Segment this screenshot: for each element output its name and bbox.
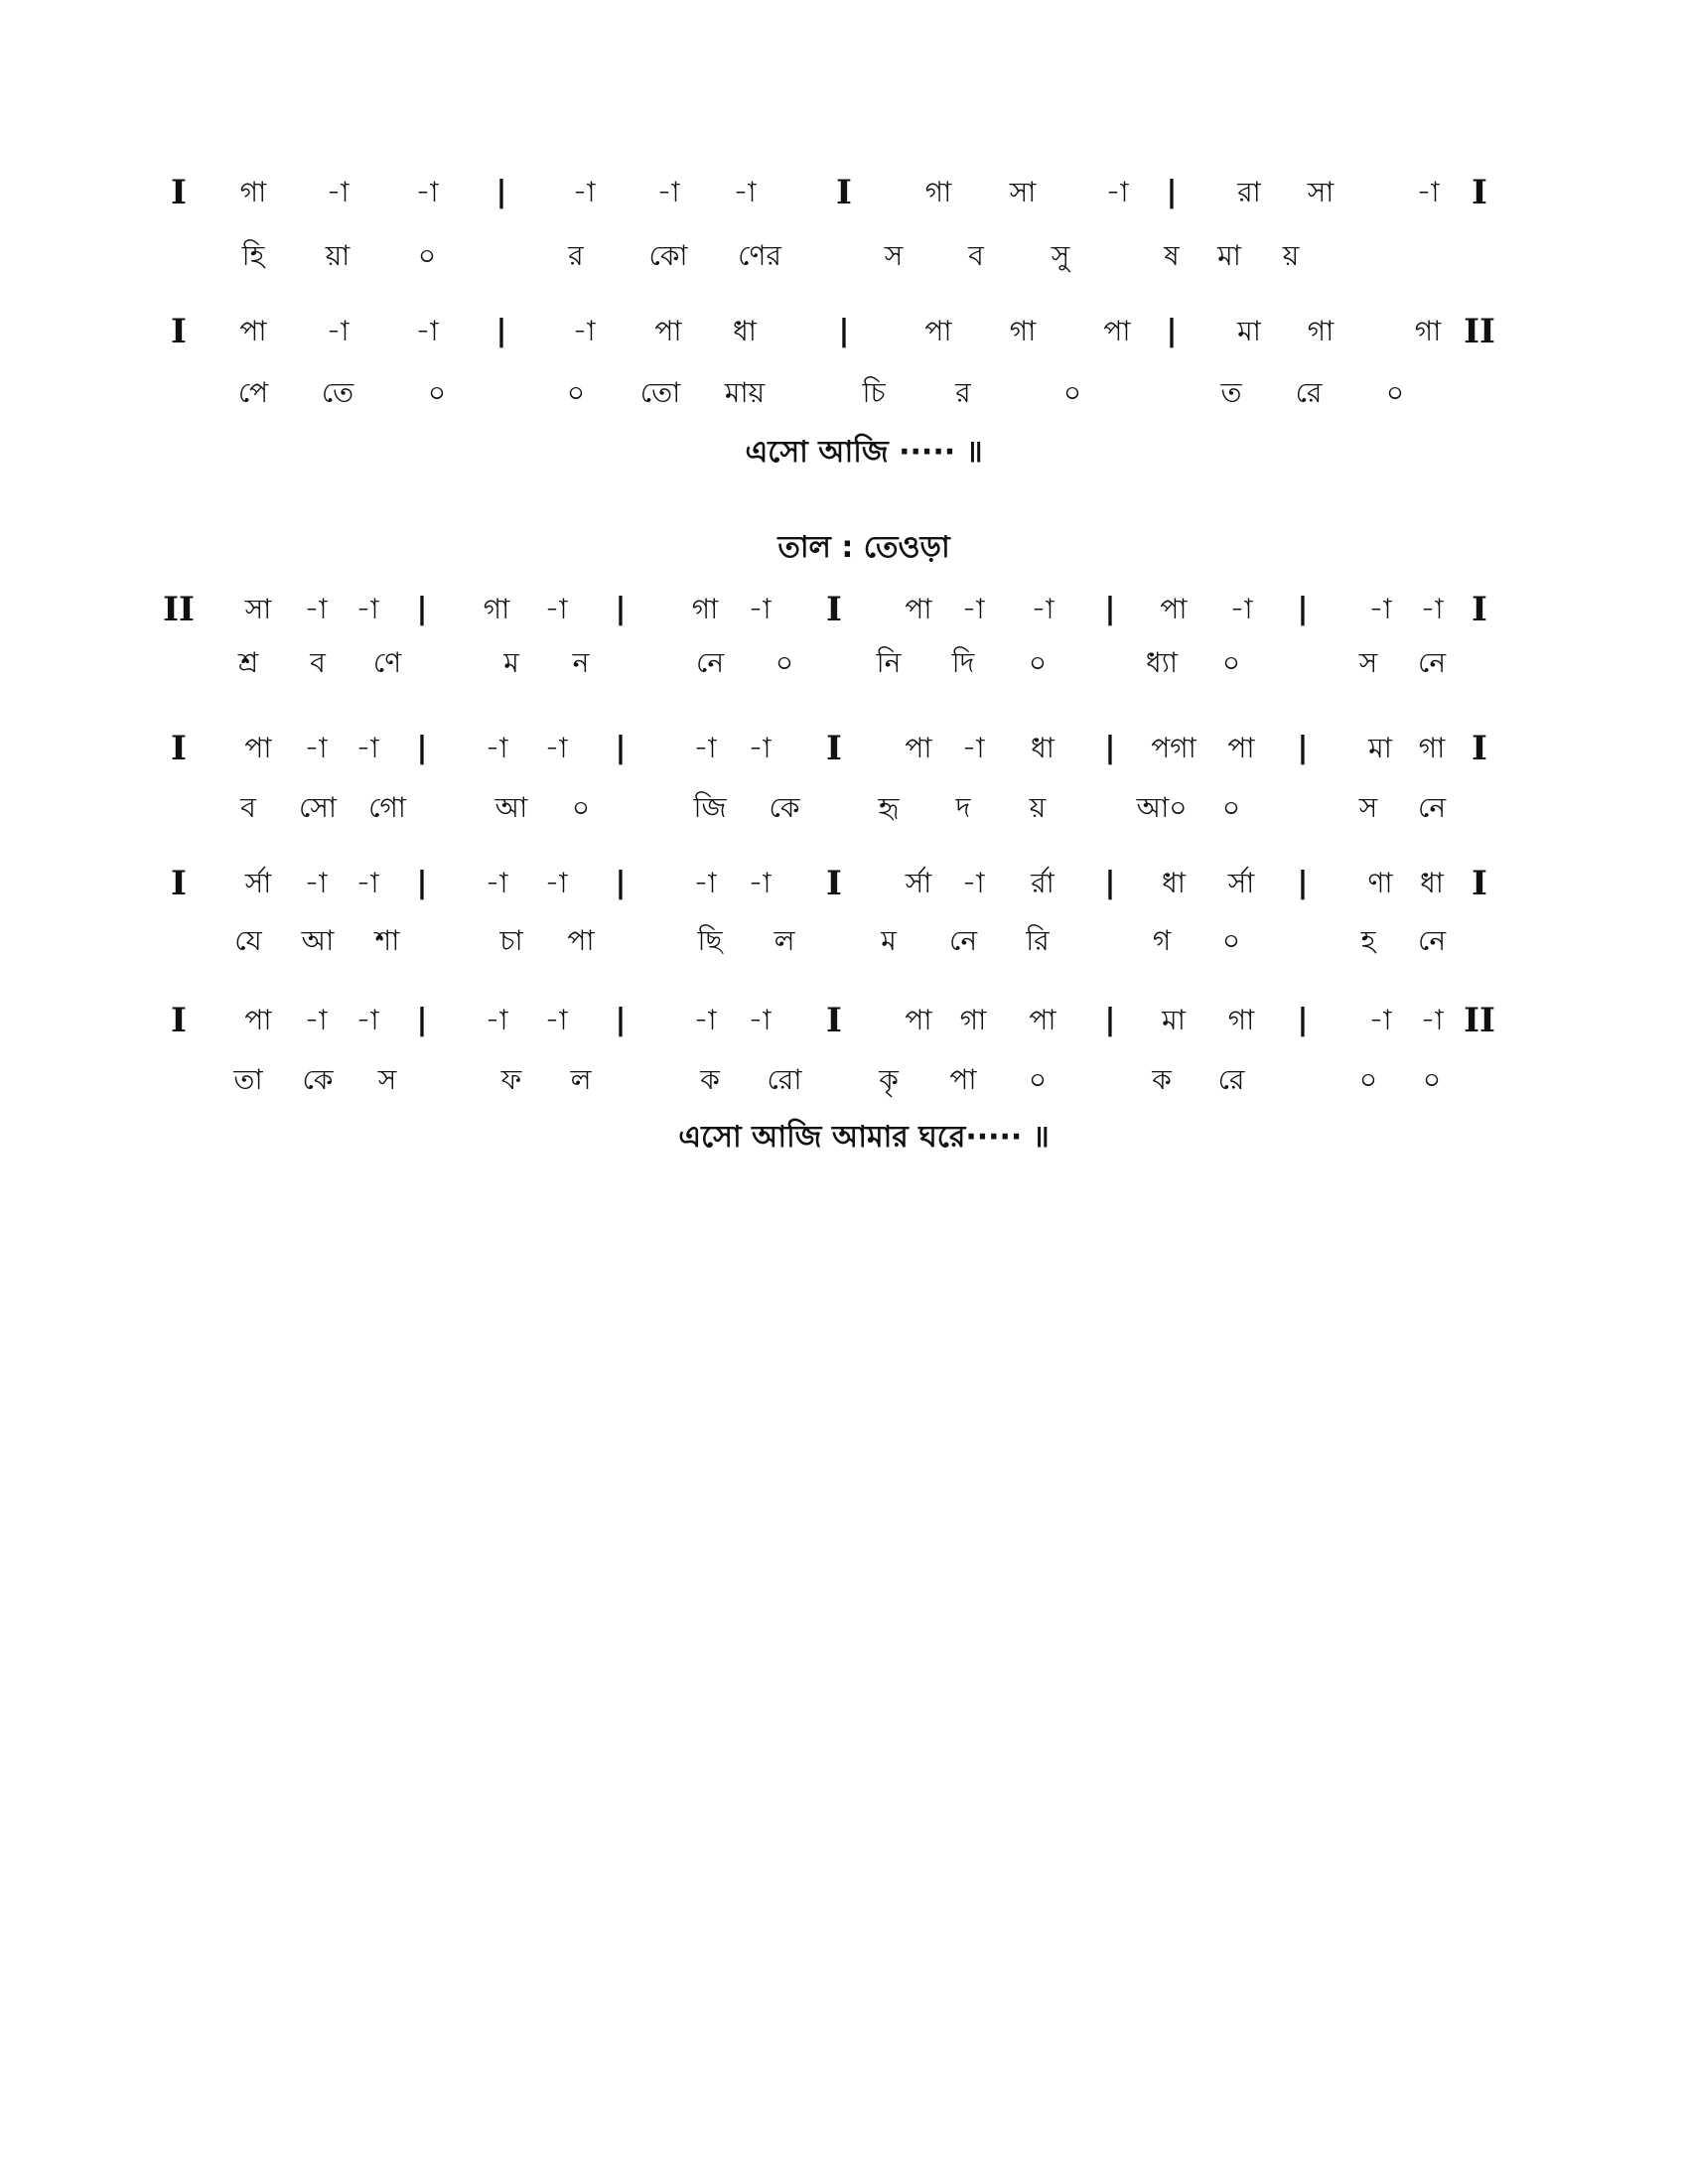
lyric-syllable: কে [769, 791, 800, 824]
tala-division-mark: I [171, 729, 187, 768]
lyric-syllable: য়া [325, 239, 351, 272]
lyric-syllable: শা [374, 924, 400, 957]
beat-bar: | [495, 314, 507, 348]
swara-note: গা [1307, 315, 1335, 347]
beat-bar: | [1104, 866, 1116, 900]
lyric-syllable: র [955, 376, 971, 409]
lyric-syllable: স [884, 239, 904, 272]
swara-note: পা [1227, 732, 1255, 764]
beat-bar: | [615, 1003, 627, 1037]
swara-note: -া [1031, 593, 1055, 625]
lyric-syllable: ফ [500, 1063, 522, 1096]
lyric-syllable: চা [499, 924, 523, 957]
lyric-syllable: তে [321, 376, 354, 409]
lyric-syllable: চি [862, 376, 886, 409]
swara-note: -া [1368, 1004, 1392, 1036]
swara-note: মা [1237, 315, 1261, 347]
swara-note: -া [693, 1004, 717, 1036]
lyric-syllable: পা [949, 1063, 977, 1096]
lyric-syllable: ধ্যা [1146, 646, 1178, 679]
lyric-syllable: মা [1217, 239, 1241, 272]
lyric-syllable: রি [1026, 924, 1050, 957]
swara-note: পা [924, 315, 952, 347]
tala-division-mark: I [1472, 173, 1487, 212]
swara-note: -া [355, 1004, 379, 1036]
lyric-syllable: ক [700, 1063, 720, 1096]
lyric-syllable: নে [948, 924, 978, 957]
swara-note: গা [959, 1004, 987, 1036]
swara-note: সা [1009, 176, 1037, 208]
lyric-syllable: তা [233, 1063, 263, 1096]
swara-note: -া [1105, 176, 1129, 208]
swara-note: -া [733, 176, 757, 208]
swara-note: মা [1368, 732, 1392, 764]
tala-division-mark: I [171, 312, 187, 351]
tala-division-mark: I [1472, 729, 1487, 768]
swara-note: গা [1414, 315, 1442, 347]
tala-division-mark: I [1472, 864, 1487, 903]
lyric-syllable: য় [1282, 239, 1300, 272]
lyric-syllable: গ [1152, 924, 1172, 957]
beat-bar: | [1104, 731, 1116, 765]
swara-note: গা [483, 593, 510, 625]
lyric-syllable: ণের [738, 239, 781, 272]
swara-note: ণা [1367, 867, 1393, 899]
lyric-syllable: ষ [1164, 239, 1180, 272]
swara-note: -া [748, 867, 772, 899]
swara-note: -া [355, 732, 379, 764]
swara-note: -া [1229, 593, 1253, 625]
swara-note: গা [1418, 732, 1446, 764]
lyric-syllable: স [1358, 646, 1378, 679]
lyric-syllable: হৃ [878, 791, 900, 824]
swara-note: গা [1227, 1004, 1255, 1036]
swara-note: রা [1237, 176, 1261, 208]
swara-note: -া [961, 732, 985, 764]
tala-division-mark: I [826, 864, 842, 903]
tala-division-mark: I [171, 1001, 187, 1040]
lyric-syllable: ন [572, 646, 590, 679]
lyric-syllable: সো [299, 791, 337, 824]
swara-note: পা [905, 732, 932, 764]
beat-bar: | [838, 314, 850, 348]
s1-line2-notes [0, 310, 1688, 353]
swara-note: -া [544, 593, 568, 625]
lyric-syllable: ০ [774, 646, 794, 679]
lyric-syllable: পা [567, 924, 595, 957]
beat-bar: | [1104, 1003, 1116, 1037]
swara-note: পা [905, 1004, 932, 1036]
swara-note: -া [693, 732, 717, 764]
lyric-syllable: নে [1417, 791, 1447, 824]
lyric-syllable: য় [1029, 791, 1047, 824]
swara-note: গা [1009, 315, 1037, 347]
swara-note: ধা [1162, 867, 1186, 899]
swara-note: -া [304, 593, 328, 625]
tala-division-mark: I [826, 590, 842, 629]
lyric-syllable: দি [951, 646, 975, 679]
beat-bar: | [416, 592, 428, 626]
swara-note: -া [748, 1004, 772, 1036]
tala-division-mark: II [1464, 312, 1495, 351]
swara-note: পা [1160, 593, 1188, 625]
beat-bar: | [1166, 175, 1178, 209]
lyric-syllable: স [1358, 791, 1378, 824]
swara-note: সা [1307, 176, 1335, 208]
beat-bar: | [615, 866, 627, 900]
tala-heading: তাল : তেওড়া [777, 530, 950, 565]
lyric-syllable: দ [955, 791, 971, 824]
swara-note: গা [239, 176, 267, 208]
lyric-syllable: ণে [372, 646, 402, 679]
swara-note: পা [905, 593, 932, 625]
tala-division-mark: I [826, 729, 842, 768]
lyric-syllable: সু [1051, 239, 1070, 272]
lyric-syllable: ম [881, 924, 897, 957]
lyric-syllable: শ্র [237, 646, 259, 679]
tala-division-mark: I [171, 864, 187, 903]
s2-line2-notes [0, 727, 1688, 770]
swara-note: -া [693, 867, 717, 899]
swara-note: গা [691, 593, 719, 625]
lyric-syllable: ব [310, 646, 326, 679]
swara-note: -া [748, 593, 772, 625]
swara-note: -া [304, 1004, 328, 1036]
lyric-syllable: ০ [1422, 1063, 1442, 1096]
lyric-syllable: যে [234, 924, 262, 957]
s2-line3-notes [0, 862, 1688, 905]
lyric-syllable: ০ [427, 376, 447, 409]
swara-note: ধা [1031, 732, 1055, 764]
lyric-syllable: ০ [1358, 1063, 1378, 1096]
swara-note: -া [572, 315, 596, 347]
swara-note: -া [1368, 593, 1392, 625]
refrain-1: এসো আজি ····· ॥ [745, 435, 983, 470]
tala-division-mark: I [826, 1001, 842, 1040]
swara-note: -া [572, 176, 596, 208]
lyric-syllable: পে [237, 376, 269, 409]
beat-bar: | [615, 592, 627, 626]
swara-note: -া [485, 867, 508, 899]
lyric-syllable: রো [767, 1063, 802, 1096]
beat-bar: | [1166, 314, 1178, 348]
s1-line1-lyrics [0, 234, 1688, 278]
s2-line1-notes [0, 588, 1688, 631]
swara-note: -া [961, 867, 985, 899]
swara-note: পা [654, 315, 682, 347]
lyric-syllable: রে [1295, 376, 1323, 409]
s2-line3-lyrics [0, 919, 1688, 963]
s1-line1-notes [0, 171, 1688, 214]
lyric-syllable: র [568, 239, 584, 272]
beat-bar: | [615, 731, 627, 765]
swara-note: র্রা [1031, 867, 1055, 899]
swara-note: পা [244, 732, 272, 764]
lyric-syllable: ছি [697, 924, 723, 957]
s2-line2-lyrics [0, 786, 1688, 830]
lyric-syllable: আ [494, 791, 528, 824]
refrain-2: এসো আজি আমার ঘরে····· ॥ [678, 1120, 1050, 1155]
beat-bar: | [1297, 592, 1309, 626]
s1-line2-lyrics [0, 371, 1688, 415]
swara-note: ধা [1420, 867, 1444, 899]
swara-note: -া [544, 732, 568, 764]
lyric-syllable: তো [639, 376, 681, 409]
s2-line4-notes [0, 999, 1688, 1042]
swara-note: -া [326, 176, 350, 208]
swara-note: -া [1416, 176, 1440, 208]
swara-note: -া [415, 176, 439, 208]
tala-division-mark: II [1464, 1001, 1495, 1040]
tala-division-mark: I [171, 173, 187, 212]
lyric-syllable: হ [1360, 924, 1376, 957]
lyric-syllable: আ [301, 924, 335, 957]
swara-note: -া [415, 315, 439, 347]
swara-note: -া [355, 593, 379, 625]
lyric-syllable: নে [1417, 924, 1447, 957]
swara-note: -া [304, 732, 328, 764]
beat-bar: | [1104, 592, 1116, 626]
lyric-syllable: কো [648, 239, 688, 272]
lyric-syllable: নি [876, 646, 902, 679]
lyric-syllable: ম [503, 646, 519, 679]
swara-note: গা [924, 176, 952, 208]
beat-bar: | [416, 1003, 428, 1037]
lyric-syllable: কৃ [879, 1063, 899, 1096]
tala-division-mark: I [1472, 590, 1487, 629]
lyric-syllable: ০ [571, 791, 591, 824]
swara-note: -া [485, 1004, 508, 1036]
lyric-syllable: মায় [724, 376, 766, 409]
swara-note: -া [544, 867, 568, 899]
lyric-syllable: ০ [1221, 646, 1241, 679]
s2-line4-lyrics [0, 1058, 1688, 1102]
lyric-syllable: নে [1417, 646, 1447, 679]
swara-note: -া [304, 867, 328, 899]
swara-note: ধা [733, 315, 757, 347]
lyric-syllable: গো [368, 791, 406, 824]
tala-division-mark: I [836, 173, 852, 212]
lyric-syllable: ০ [1385, 376, 1405, 409]
lyric-syllable: ০ [1028, 1063, 1048, 1096]
swara-note: -া [326, 315, 350, 347]
beat-bar: | [416, 866, 428, 900]
lyric-syllable: ০ [1221, 924, 1241, 957]
lyric-syllable: ০ [1062, 376, 1082, 409]
swara-note: পা [1029, 1004, 1056, 1036]
beat-bar: | [495, 175, 507, 209]
swara-note: -া [1420, 1004, 1444, 1036]
swara-note: -া [355, 867, 379, 899]
lyric-syllable: কে [302, 1063, 334, 1096]
lyric-syllable: ০ [566, 376, 586, 409]
lyric-syllable: রে [1217, 1063, 1245, 1096]
swara-note: -া [656, 176, 680, 208]
swara-note: সা [244, 593, 272, 625]
lyric-syllable: ০ [1028, 646, 1048, 679]
swara-note: র্সা [1227, 867, 1255, 899]
lyric-syllable: ল [774, 924, 795, 957]
swara-note: র্সা [244, 867, 272, 899]
lyric-syllable: স [377, 1063, 397, 1096]
swara-note: পা [239, 315, 267, 347]
swara-note: পা [1103, 315, 1131, 347]
lyric-syllable: ক [1152, 1063, 1172, 1096]
swara-note: -া [1420, 593, 1444, 625]
swara-note: -া [961, 593, 985, 625]
lyric-syllable: ব [240, 791, 256, 824]
swara-note: -া [748, 732, 772, 764]
tala-division-mark: II [163, 590, 195, 629]
lyric-syllable: নে [695, 646, 725, 679]
lyric-syllable: ব [968, 239, 984, 272]
beat-bar: | [1297, 866, 1309, 900]
lyric-syllable: ল [570, 1063, 592, 1096]
lyric-syllable: হি [241, 239, 265, 272]
lyric-syllable: আ০ [1136, 791, 1188, 824]
swara-note: র্সা [905, 867, 932, 899]
lyric-syllable: ০ [1221, 791, 1241, 824]
swara-note: মা [1162, 1004, 1186, 1036]
lyric-syllable: ০ [417, 239, 437, 272]
swara-note: -া [544, 1004, 568, 1036]
swara-note: পা [244, 1004, 272, 1036]
beat-bar: | [1297, 1003, 1309, 1037]
lyric-syllable: ত [1220, 376, 1242, 409]
beat-bar: | [1297, 731, 1309, 765]
beat-bar: | [416, 731, 428, 765]
swara-note: পগা [1151, 732, 1196, 764]
s2-line1-lyrics [0, 641, 1688, 685]
lyric-syllable: জি [693, 791, 727, 824]
swara-note: -া [485, 732, 508, 764]
